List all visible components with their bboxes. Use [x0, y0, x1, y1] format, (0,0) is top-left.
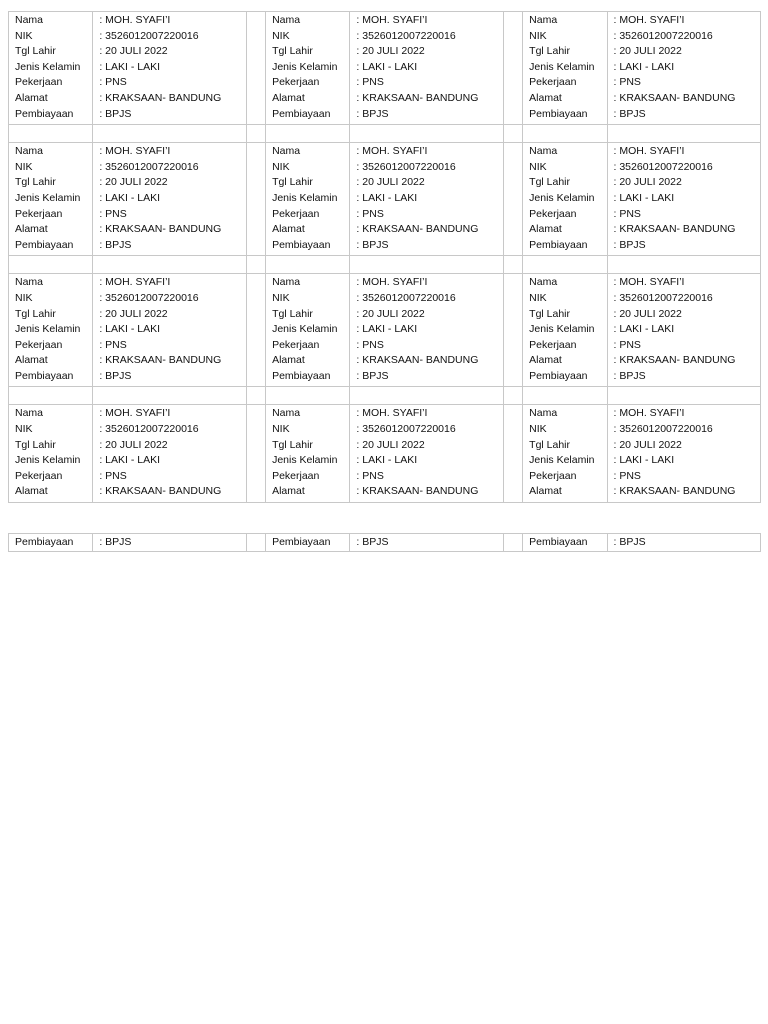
alamat-label: Alamat — [272, 91, 305, 104]
pekerjaan-label: Pekerjaan — [529, 76, 577, 89]
jenis-kelamin-value: : LAKI - LAKI — [613, 60, 675, 73]
nik-label: NIK — [15, 291, 33, 304]
nama-label: Nama — [272, 14, 301, 26]
jenis-kelamin-label: Jenis Kelamin — [272, 191, 338, 204]
pekerjaan-value: : PNS — [356, 76, 384, 89]
jenis-kelamin-value: : LAKI - LAKI — [99, 454, 161, 467]
tgl-lahir-label: Tgl Lahir — [272, 176, 313, 189]
spacer-cell — [503, 125, 522, 143]
alamat-value: : KRAKSAAN- BANDUNG — [356, 223, 479, 236]
alamat-label: Alamat — [529, 223, 562, 236]
gap-cell — [246, 12, 265, 125]
nama-value: : MOH. SYAFI’I — [99, 276, 171, 289]
gap-cell — [503, 274, 522, 387]
spacer-cell — [266, 256, 350, 274]
jenis-kelamin-value: : LAKI - LAKI — [613, 323, 675, 336]
card-labels — [523, 274, 607, 387]
card-labels — [9, 12, 93, 125]
nama-value: : MOH. SYAFI’I — [613, 276, 685, 289]
card-labels — [266, 143, 350, 256]
alamat-label: Alamat — [15, 91, 48, 104]
pembiayaan-value: : BPJS — [93, 534, 246, 552]
pembiayaan-label: Pembiayaan — [529, 238, 588, 251]
pembiayaan-label: Pembiayaan — [266, 534, 350, 552]
card-values — [93, 12, 246, 125]
card-row — [9, 274, 761, 387]
spacer-cell — [9, 256, 93, 274]
spacer-cell — [523, 125, 607, 143]
alamat-label: Alamat — [529, 91, 562, 104]
pembiayaan-value: : BPJS — [356, 107, 389, 120]
jenis-kelamin-label: Jenis Kelamin — [15, 323, 81, 336]
jenis-kelamin-value: : LAKI - LAKI — [613, 191, 675, 204]
spacer-cell — [246, 256, 265, 274]
pekerjaan-value: : PNS — [356, 338, 384, 351]
pekerjaan-label: Pekerjaan — [529, 207, 577, 220]
jenis-kelamin-label: Jenis Kelamin — [15, 60, 81, 73]
alamat-label: Alamat — [15, 485, 48, 498]
card-values — [607, 405, 761, 503]
card-labels — [9, 405, 93, 503]
jenis-kelamin-value: : LAKI - LAKI — [356, 323, 418, 336]
nik-label: NIK — [529, 291, 547, 304]
pembiayaan-value: : BPJS — [613, 369, 646, 382]
pembiayaan-label: Pembiayaan — [272, 107, 331, 120]
alamat-label: Alamat — [529, 485, 562, 498]
alamat-label: Alamat — [15, 223, 48, 236]
nik-value: : 3526012007220016 — [99, 160, 199, 173]
jenis-kelamin-label: Jenis Kelamin — [272, 60, 338, 73]
spacer-cell — [266, 387, 350, 405]
tgl-lahir-value: : 20 JULI 2022 — [99, 307, 168, 320]
spacer-row — [9, 256, 761, 274]
pembiayaan-value: : BPJS — [613, 107, 646, 120]
card-values — [607, 274, 761, 387]
label-sheet-bottom — [8, 533, 761, 552]
tgl-lahir-value: : 20 JULI 2022 — [99, 438, 168, 451]
pekerjaan-label: Pekerjaan — [529, 469, 577, 482]
pekerjaan-label: Pekerjaan — [15, 338, 63, 351]
nik-label: NIK — [272, 423, 290, 436]
pembiayaan-label: Pembiayaan — [272, 238, 331, 251]
pekerjaan-value: : PNS — [99, 469, 127, 482]
pekerjaan-label: Pekerjaan — [272, 207, 320, 220]
pembiayaan-value: : BPJS — [356, 238, 389, 251]
pembiayaan-value: : BPJS — [99, 369, 132, 382]
nama-value: : MOH. SYAFI’I — [613, 407, 685, 420]
tgl-lahir-value: : 20 JULI 2022 — [613, 307, 682, 320]
tgl-lahir-label: Tgl Lahir — [529, 176, 571, 189]
alamat-value: : KRAKSAAN- BANDUNG — [356, 485, 479, 498]
pembiayaan-label: Pembiayaan — [523, 534, 607, 552]
nik-label: NIK — [15, 160, 33, 173]
nik-label: NIK — [529, 160, 547, 173]
pekerjaan-value: : PNS — [356, 207, 384, 220]
alamat-value: : KRAKSAAN- BANDUNG — [99, 91, 222, 104]
pekerjaan-value: : PNS — [99, 338, 127, 351]
nik-value: : 3526012007220016 — [613, 160, 713, 173]
pekerjaan-label: Pekerjaan — [272, 469, 320, 482]
card-values — [607, 143, 761, 256]
tgl-lahir-value: : 20 JULI 2022 — [356, 176, 425, 189]
nik-value: : 3526012007220016 — [99, 29, 199, 42]
nama-label: Nama — [15, 145, 44, 158]
nik-label: NIK — [529, 29, 547, 42]
card-values — [350, 405, 503, 503]
nik-label: NIK — [272, 29, 290, 42]
tgl-lahir-value: : 20 JULI 2022 — [613, 176, 682, 189]
card-values — [93, 405, 246, 503]
pekerjaan-label: Pekerjaan — [15, 469, 63, 482]
spacer-cell — [246, 387, 265, 405]
pembiayaan-value: : BPJS — [350, 534, 503, 552]
alamat-value: : KRAKSAAN- BANDUNG — [613, 223, 736, 236]
pekerjaan-value: : PNS — [99, 76, 127, 89]
nama-value: : MOH. SYAFI’I — [356, 276, 428, 289]
nik-label: NIK — [15, 29, 33, 42]
tgl-lahir-value: : 20 JULI 2022 — [356, 307, 425, 320]
jenis-kelamin-label: Jenis Kelamin — [15, 454, 81, 467]
gap-cell — [503, 12, 522, 125]
pembiayaan-label: Pembiayaan — [529, 369, 588, 382]
pekerjaan-value: : PNS — [356, 469, 384, 482]
card-values — [350, 12, 503, 125]
tgl-lahir-label: Tgl Lahir — [272, 307, 313, 320]
card-values — [350, 143, 503, 256]
gap-cell — [246, 143, 265, 256]
gap-cell — [503, 143, 522, 256]
card-values — [607, 12, 761, 125]
spacer-row — [9, 387, 761, 405]
tgl-lahir-label: Tgl Lahir — [272, 45, 313, 58]
spacer-cell — [9, 387, 93, 405]
jenis-kelamin-label: Jenis Kelamin — [272, 454, 338, 467]
alamat-label: Alamat — [272, 223, 305, 236]
nik-value: : 3526012007220016 — [356, 423, 456, 436]
pembiayaan-label: Pembiayaan — [272, 369, 331, 382]
jenis-kelamin-label: Jenis Kelamin — [529, 323, 595, 336]
tgl-lahir-label: Tgl Lahir — [529, 307, 571, 320]
nama-label: Nama — [272, 145, 301, 158]
alamat-value: : KRAKSAAN- BANDUNG — [99, 485, 222, 498]
nama-label: Nama — [15, 14, 44, 26]
nama-value: : MOH. SYAFI’I — [356, 14, 428, 26]
pembiayaan-label: Pembiayaan — [15, 238, 74, 251]
alamat-value: : KRAKSAAN- BANDUNG — [356, 91, 479, 104]
jenis-kelamin-label: Jenis Kelamin — [272, 323, 338, 336]
pembiayaan-value: : BPJS — [99, 238, 132, 251]
gap-cell — [246, 405, 265, 503]
spacer-cell — [503, 387, 522, 405]
tgl-lahir-label: Tgl Lahir — [272, 438, 313, 451]
card-labels — [523, 12, 607, 125]
label-sheet-top — [8, 11, 761, 503]
spacer-cell — [523, 256, 607, 274]
jenis-kelamin-label: Jenis Kelamin — [529, 191, 595, 204]
alamat-label: Alamat — [529, 354, 562, 367]
spacer-cell — [246, 125, 265, 143]
nik-label: NIK — [529, 423, 547, 436]
jenis-kelamin-value: : LAKI - LAKI — [356, 454, 418, 467]
nama-label: Nama — [272, 276, 301, 289]
card-labels — [266, 405, 350, 503]
alamat-label: Alamat — [15, 354, 48, 367]
alamat-value: : KRAKSAAN- BANDUNG — [613, 354, 736, 367]
nik-value: : 3526012007220016 — [99, 291, 199, 304]
card-values — [93, 274, 246, 387]
card-labels — [266, 274, 350, 387]
card-values — [93, 143, 246, 256]
alamat-value: : KRAKSAAN- BANDUNG — [356, 354, 479, 367]
pekerjaan-label: Pekerjaan — [272, 76, 320, 89]
pembiayaan-label: Pembiayaan — [529, 107, 588, 120]
jenis-kelamin-value: : LAKI - LAKI — [99, 191, 161, 204]
nama-value: : MOH. SYAFI’I — [356, 407, 428, 420]
jenis-kelamin-value: : LAKI - LAKI — [356, 60, 418, 73]
pekerjaan-value: : PNS — [613, 469, 641, 482]
pekerjaan-value: : PNS — [613, 207, 641, 220]
tgl-lahir-value: : 20 JULI 2022 — [356, 438, 425, 451]
spacer-row — [9, 125, 761, 143]
nik-label: NIK — [272, 291, 290, 304]
nama-label: Nama — [272, 407, 301, 420]
alamat-label: Alamat — [272, 485, 305, 498]
nama-label: Nama — [529, 14, 558, 26]
card-row — [9, 12, 761, 125]
gap-cell — [246, 274, 265, 387]
pembiayaan-value: : BPJS — [99, 107, 132, 120]
nama-label: Nama — [529, 407, 558, 420]
nama-label: Nama — [15, 407, 44, 420]
alamat-value: : KRAKSAAN- BANDUNG — [613, 485, 736, 498]
card-labels — [523, 143, 607, 256]
tgl-lahir-label: Tgl Lahir — [529, 45, 571, 58]
pekerjaan-value: : PNS — [99, 207, 127, 220]
tgl-lahir-label: Tgl Lahir — [15, 45, 56, 58]
card-labels — [9, 143, 93, 256]
spacer-cell — [503, 256, 522, 274]
alamat-label: Alamat — [272, 354, 305, 367]
gap-cell — [246, 534, 265, 552]
tgl-lahir-value: : 20 JULI 2022 — [99, 45, 168, 58]
nama-value: : MOH. SYAFI’I — [613, 145, 685, 158]
card-row — [9, 143, 761, 256]
alamat-value: : KRAKSAAN- BANDUNG — [613, 91, 736, 104]
nama-value: : MOH. SYAFI’I — [99, 145, 171, 158]
jenis-kelamin-value: : LAKI - LAKI — [99, 60, 161, 73]
tgl-lahir-value: : 20 JULI 2022 — [99, 176, 168, 189]
alamat-value: : KRAKSAAN- BANDUNG — [99, 223, 222, 236]
jenis-kelamin-value: : LAKI - LAKI — [356, 191, 418, 204]
gap-cell — [503, 405, 522, 503]
jenis-kelamin-value: : LAKI - LAKI — [613, 454, 675, 467]
jenis-kelamin-label: Jenis Kelamin — [529, 60, 595, 73]
pembiayaan-value: : BPJS — [356, 369, 389, 382]
spacer-cell — [266, 125, 350, 143]
continuation-row — [9, 534, 761, 552]
nama-label: Nama — [529, 145, 558, 158]
spacer-cell — [350, 387, 503, 405]
pekerjaan-label: Pekerjaan — [272, 338, 320, 351]
tgl-lahir-value: : 20 JULI 2022 — [613, 45, 682, 58]
tgl-lahir-label: Tgl Lahir — [15, 307, 56, 320]
nik-value: : 3526012007220016 — [99, 423, 199, 436]
nama-value: : MOH. SYAFI’I — [356, 145, 428, 158]
tgl-lahir-label: Tgl Lahir — [15, 176, 56, 189]
nik-value: : 3526012007220016 — [613, 29, 713, 42]
nama-label: Nama — [15, 276, 44, 289]
card-labels — [266, 12, 350, 125]
nik-label: NIK — [272, 160, 290, 173]
pekerjaan-value: : PNS — [613, 338, 641, 351]
nama-value: : MOH. SYAFI’I — [99, 407, 171, 420]
tgl-lahir-label: Tgl Lahir — [15, 438, 56, 451]
spacer-cell — [350, 125, 503, 143]
nik-value: : 3526012007220016 — [356, 291, 456, 304]
card-values — [350, 274, 503, 387]
spacer-cell — [93, 125, 246, 143]
pembiayaan-label: Pembiayaan — [15, 369, 74, 382]
card-labels — [9, 274, 93, 387]
pembiayaan-label: Pembiayaan — [9, 534, 93, 552]
jenis-kelamin-value: : LAKI - LAKI — [99, 323, 161, 336]
spacer-cell — [93, 256, 246, 274]
nik-value: : 3526012007220016 — [613, 291, 713, 304]
spacer-cell — [93, 387, 246, 405]
pembiayaan-value: : BPJS — [613, 238, 646, 251]
card-row — [9, 405, 761, 503]
pembiayaan-value: : BPJS — [607, 534, 761, 552]
card-labels — [523, 405, 607, 503]
nik-label: NIK — [15, 423, 33, 436]
jenis-kelamin-label: Jenis Kelamin — [15, 191, 81, 204]
pekerjaan-label: Pekerjaan — [15, 76, 63, 89]
nama-label: Nama — [529, 276, 558, 289]
tgl-lahir-value: : 20 JULI 2022 — [613, 438, 682, 451]
pekerjaan-label: Pekerjaan — [15, 207, 63, 220]
nama-value: : MOH. SYAFI’I — [613, 14, 685, 26]
pekerjaan-value: : PNS — [613, 76, 641, 89]
spacer-cell — [607, 125, 761, 143]
spacer-cell — [607, 387, 761, 405]
tgl-lahir-value: : 20 JULI 2022 — [356, 45, 425, 58]
nik-value: : 3526012007220016 — [356, 29, 456, 42]
spacer-cell — [350, 256, 503, 274]
tgl-lahir-label: Tgl Lahir — [529, 438, 571, 451]
jenis-kelamin-label: Jenis Kelamin — [529, 454, 595, 467]
nik-value: : 3526012007220016 — [613, 423, 713, 436]
spacer-cell — [523, 387, 607, 405]
pembiayaan-label: Pembiayaan — [15, 107, 74, 120]
gap-cell — [503, 534, 522, 552]
spacer-cell — [607, 256, 761, 274]
nama-value: : MOH. SYAFI’I — [99, 14, 171, 26]
pekerjaan-label: Pekerjaan — [529, 338, 577, 351]
nik-value: : 3526012007220016 — [356, 160, 456, 173]
alamat-value: : KRAKSAAN- BANDUNG — [99, 354, 222, 367]
spacer-cell — [9, 125, 93, 143]
